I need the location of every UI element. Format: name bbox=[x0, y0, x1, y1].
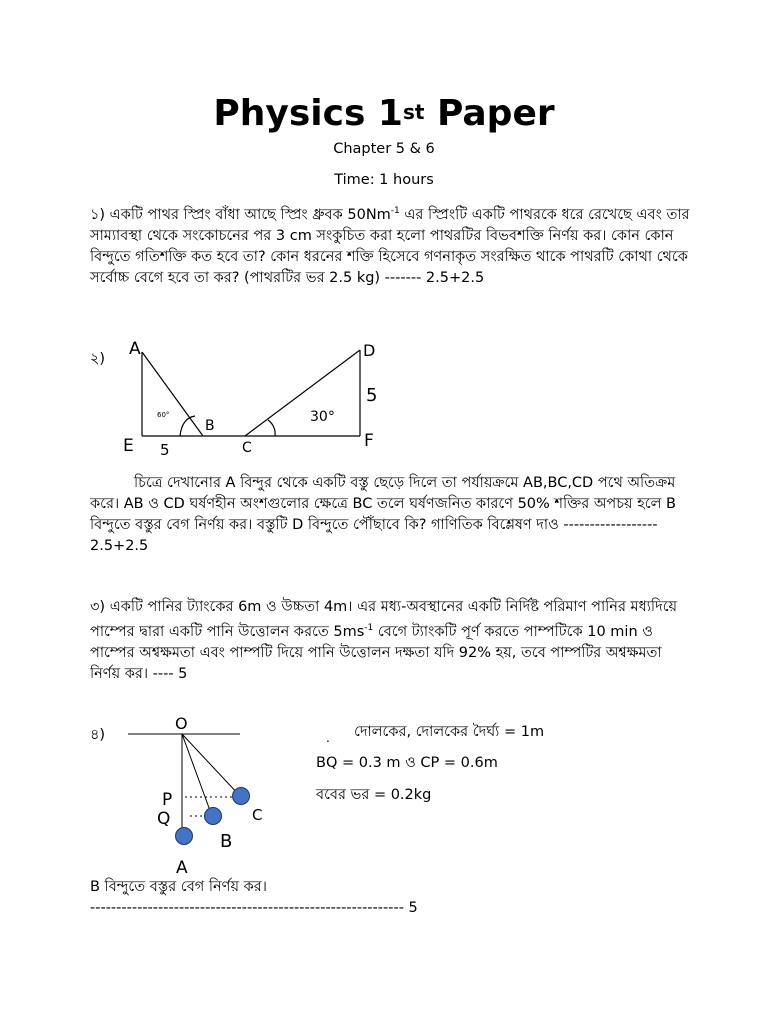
q1-superscript: -1 bbox=[390, 206, 400, 216]
label-o: O bbox=[175, 714, 188, 733]
q4-question: B বিন্দুতে বস্তুর বেগ নির্ণয় কর। bbox=[90, 879, 267, 895]
chapter-line: Chapter 5 & 6 bbox=[333, 141, 435, 157]
label-f: F bbox=[364, 431, 374, 451]
q1-text-b: এর স্প্রিংটি একটি পাথরকে ধরে রেখেছে এবং তার সাম্যাবস্থা থেকে সংকোচনের পর 3 cm সংকুচিত করা হলো পাথরটির বিভবশক্তি নির্ণয় কর। কোন কোন বিন্দুতে গতিশক্তি কত হবে তা? কোন ধরনের শক্তি হিসেবে গণনাকৃত সংরক্ষিত থাকে পাথরটি কোথা থেকে সর্বোচ্চ বেগে হবে তা কর? (পাথরটির ভর 2.5 kg) ------- 2.5+2.5 bbox=[90, 206, 690, 286]
label-q: Q bbox=[157, 809, 171, 829]
bob-c bbox=[233, 788, 250, 805]
time-line: Time: 1 hours bbox=[334, 172, 434, 188]
q3-text-a: একটি পানির ট্যাংকের 6m ও উচ্চতা 4m। এর মধ্য-অবস্থানের একটি নির্দিষ্ট পরিমাণ পানির মধ্যদিয়ে পাম্পের দ্বারা একটি পানি উত্তোলন করতে 5ms bbox=[90, 599, 678, 640]
label-p: P bbox=[162, 790, 173, 810]
label-b2: B bbox=[220, 831, 233, 852]
label-right-side: 5 bbox=[366, 385, 378, 406]
string-b bbox=[182, 734, 212, 816]
title-main: Physics 1 bbox=[213, 93, 403, 134]
q2-number: ২) bbox=[90, 351, 106, 367]
given-mass: ববের ভর = 0.2kg bbox=[316, 787, 432, 803]
q2-text: চিত্রে দেখানোর A বিন্দুর থেকে একটি বস্তু ছেড়ে দিলে তা পর্যায়ক্রমে AB,BC,CD পথে অতিক্রম করে। AB ও CD ঘর্ষণহীন অংশগুলোর ক্ষেত্রে BC তলে ঘর্ষণজনিত কারণে 50% শক্তির অপচয় হলে B বিন্দুতে বস্তুর বেগ নির্ণয় কর। বস্তুটি D বিন্দুতে পৌঁছাবে কি? গাণিতিক বিশ্লেষণ দাও ------------------ 2.5+2.5 bbox=[90, 475, 676, 554]
label-e: E bbox=[123, 436, 134, 456]
label-angle-60: 60° bbox=[157, 411, 170, 419]
q3-number: ৩) bbox=[90, 599, 106, 615]
label-left-base: 5 bbox=[160, 441, 170, 459]
label-a: A bbox=[129, 339, 141, 359]
label-angle-30: 30° bbox=[310, 409, 335, 425]
label-a2: A bbox=[176, 858, 188, 878]
bob-b bbox=[205, 808, 222, 825]
label-c: C bbox=[242, 440, 252, 456]
label-b: B bbox=[205, 418, 215, 434]
given-length: দোলকের, দোলকের দৈর্ঘ্য = 1m bbox=[354, 724, 545, 740]
q3-text-b: বেগে ট্যাংকটি পূর্ণ করতে পাম্পটিকে 10 min ও পাম্পের অশ্বক্ষমতা এবং পাম্পটি দিয়ে পানি উত্তোলন দক্ষতা যদি 92% হয়, তবে পাম্পটির অশ্বক্ষমতা নির্ণয় কর। ---- 5 bbox=[90, 623, 662, 682]
q4-marks-line: ------------------------------------------------------------ 5 bbox=[90, 900, 418, 916]
q1-text-a: একটি পাথর স্প্রিং বাঁধা আছে স্প্রিং ধ্রুবক 50Nm bbox=[105, 206, 391, 223]
q3-superscript: -1 bbox=[364, 623, 374, 633]
title-rest: Paper bbox=[424, 93, 555, 134]
q4-number: ৪) bbox=[90, 727, 106, 743]
string-c bbox=[182, 734, 240, 796]
given-distances: BQ = 0.3 m ও CP = 0.6m bbox=[316, 755, 498, 771]
bob-a bbox=[176, 828, 193, 845]
label-d: D bbox=[363, 341, 376, 360]
bobs bbox=[176, 788, 250, 845]
label-c2: C bbox=[252, 806, 263, 824]
stray-dot: . bbox=[326, 731, 330, 745]
title-superscript: st bbox=[402, 100, 425, 124]
q1-number: ১) bbox=[90, 206, 106, 223]
